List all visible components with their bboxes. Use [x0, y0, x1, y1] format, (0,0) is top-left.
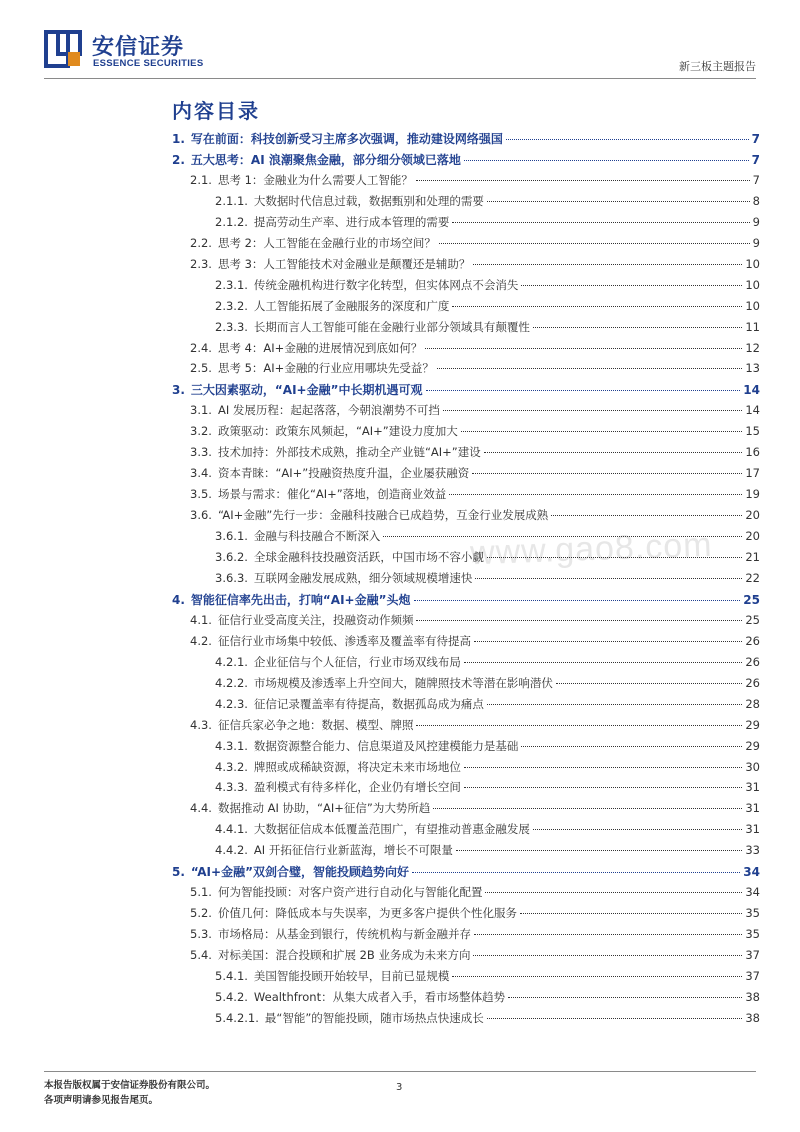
toc-entry-number: 4.3.2.	[215, 759, 248, 774]
toc-leader-dots	[416, 180, 750, 181]
toc-entry-number: 4.3.3.	[215, 780, 248, 795]
toc-leader-dots	[433, 808, 742, 809]
toc-entry-title: 人工智能拓展了金融服务的深度和广度	[253, 298, 450, 313]
toc-entry-number: 3.6.2.	[215, 550, 248, 564]
toc-entry-page: 25	[745, 612, 760, 627]
toc-entry-title: “AI+金融”双剑合璧，智能投顾趋势向好	[190, 865, 409, 880]
toc-entry[interactable]	[172, 130, 760, 150]
toc-entry-number: 5.1.	[190, 885, 212, 900]
watermark-text: www.gao8.com	[469, 525, 714, 573]
toc-entry-page: 29	[745, 738, 760, 753]
footer-copyright: 本报告版权属于安信证券股份有限公司。	[44, 1080, 216, 1091]
toc-entry-page: 34	[745, 885, 760, 900]
toc-leader-dots	[551, 515, 742, 516]
toc-entry-number: 4.3.1.	[215, 738, 248, 753]
toc-entry[interactable]	[190, 884, 760, 904]
toc-leader-dots	[416, 725, 742, 726]
toc-entry[interactable]	[215, 779, 760, 799]
toc-entry-number: 4.2.3.	[215, 696, 248, 711]
toc-entry-title: 思考 4：AI+金融的进展情况到底如何？	[217, 340, 423, 355]
toc-entry-page: 22	[745, 570, 760, 585]
toc-entry-title: 最“智能”的智能投顾，随市场热点快速成长	[264, 1010, 484, 1025]
toc-entry-title: 大数据征信成本低覆盖范围广，有望推动普惠金融发展	[253, 822, 530, 837]
toc-entry-title: 提高劳动生产率、进行成本管理的需要	[253, 214, 450, 229]
logo-english-name: ESSENCE SECURITIES	[93, 58, 204, 69]
toc-leader-dots	[426, 390, 741, 391]
toc-leader-dots	[452, 976, 742, 977]
toc-entry[interactable]	[215, 319, 760, 339]
toc-entry-page: 35	[745, 927, 760, 942]
toc-entry-title: 写在前面：科技创新受习主席多次强调，推动建设网络强国	[190, 132, 503, 146]
toc-entry-page: 34	[743, 865, 760, 880]
toc-entry-page: 17	[745, 466, 760, 481]
toc-entry-title: 思考 5：AI+金融的行业应用哪块先受益？	[217, 361, 434, 376]
toc-entry[interactable]	[172, 863, 760, 883]
toc-entry-number: 3.6.	[190, 508, 212, 523]
toc-entry-number: 3.1.	[190, 403, 212, 418]
toc-entry-title: 企业征信与个人征信，行业市场双线布局	[253, 654, 461, 669]
toc-leader-dots	[452, 222, 749, 223]
toc-entry-page: 13	[745, 361, 760, 376]
toc-entry-number: 5.3.	[190, 927, 212, 942]
toc-entry-title: 互联网金融发展成熟，细分领域规模增速快	[253, 570, 473, 585]
toc-entry-number: 4.4.1.	[215, 822, 248, 837]
toc-entry[interactable]	[215, 821, 760, 841]
toc-entry[interactable]	[190, 340, 760, 360]
toc-entry[interactable]	[215, 696, 760, 716]
toc-entry-number: 3.	[172, 383, 185, 398]
toc-leader-dots	[487, 557, 742, 558]
toc-leader-dots	[487, 1018, 743, 1019]
toc-entry-title: 思考 1：金融业为什么需要人工智能？	[217, 172, 413, 187]
toc-entry[interactable]	[215, 759, 760, 779]
toc-entry[interactable]	[172, 151, 760, 171]
toc-entry-page: 10	[745, 298, 760, 313]
toc-entry[interactable]	[215, 528, 760, 548]
toc-entry-number: 2.1.	[190, 172, 212, 187]
toc-entry-number: 5.4.2.1.	[215, 1010, 259, 1025]
toc-entry-page: 7	[751, 152, 760, 167]
toc-entry[interactable]	[190, 444, 760, 464]
toc-entry-number: 4.4.2.	[215, 843, 248, 858]
toc-entry-number: 3.6.3.	[215, 570, 248, 585]
toc-entry[interactable]	[215, 654, 760, 674]
toc-entry-page: 37	[745, 969, 760, 983]
toc-entry[interactable]	[190, 633, 760, 653]
toc-entry-number: 4.4.	[190, 801, 212, 816]
toc-entry[interactable]	[190, 717, 760, 737]
toc-entry-title: 市场规模及渗透率上升空间大，随牌照技术等潜在影响潜伏	[253, 675, 553, 690]
toc-leader-dots	[464, 160, 749, 161]
toc-leader-dots	[464, 662, 742, 663]
toc-entry-title: 数据资源整合能力、信息渠道及风控建模能力是基础	[253, 738, 519, 753]
toc-entry[interactable]	[215, 675, 760, 695]
toc-leader-dots	[474, 641, 742, 642]
toc-leader-dots	[487, 704, 742, 705]
toc-entry-title: 美国智能投顾开始较早，目前已显规模	[253, 969, 450, 983]
toc-leader-dots	[464, 767, 742, 768]
toc-entry[interactable]	[215, 214, 760, 234]
toc-entry[interactable]	[190, 256, 760, 276]
toc-leader-dots	[452, 306, 742, 307]
toc-entry-page: 30	[745, 759, 760, 774]
toc-entry-number: 5.4.	[190, 948, 212, 963]
toc-leader-dots	[383, 536, 742, 537]
toc-entry-page: 37	[745, 948, 760, 963]
toc-leader-dots	[473, 264, 742, 265]
toc-entry-page: 26	[745, 654, 760, 669]
toc-entry[interactable]	[215, 1010, 760, 1030]
toc-entry-number: 2.5.	[190, 361, 212, 376]
toc-entry[interactable]	[190, 947, 760, 967]
toc-entry-title: 价值几何：降低成本与失误率，为更多客户提供个性化服务	[217, 906, 517, 921]
toc-leader-dots	[461, 431, 743, 432]
toc-entry-page: 10	[745, 277, 760, 292]
toc-entry-title: 三大因素驱动，“AI+金融”中长期机遇可观	[190, 383, 423, 398]
toc-entry-page: 26	[745, 633, 760, 648]
toc-entry-page: 7	[752, 172, 760, 187]
toc-entry-page: 21	[745, 550, 760, 564]
toc-entry-number: 1.	[172, 132, 185, 146]
toc-leader-dots	[414, 600, 741, 601]
toc-entry-page: 9	[752, 235, 760, 250]
toc-entry-number: 2.3.3.	[215, 319, 248, 334]
toc-entry-number: 2.3.1.	[215, 277, 248, 292]
toc-entry-page: 11	[745, 319, 760, 334]
toc-entry[interactable]	[190, 612, 760, 632]
toc-entry-number: 3.5.	[190, 487, 212, 502]
toc-entry-title: “AI+金融”先行一步：金融科技融合已成趋势，互金行业发展成熟	[217, 508, 549, 523]
toc-entry-page: 25	[743, 592, 760, 607]
toc-entry-number: 4.3.	[190, 717, 212, 732]
toc-entry-page: 33	[745, 843, 760, 858]
toc-entry[interactable]	[215, 549, 760, 569]
toc-leader-dots	[521, 285, 742, 286]
toc-entry-number: 2.1.2.	[215, 214, 248, 229]
page-number: 3	[396, 1082, 403, 1093]
toc-entry-title: 大数据时代信息过载，数据甄别和处理的需要	[253, 193, 484, 208]
toc-entry-page: 10	[745, 256, 760, 271]
toc-entry[interactable]	[172, 591, 760, 611]
toc-entry[interactable]	[190, 423, 760, 443]
header-divider	[44, 78, 756, 79]
toc-entry-page: 29	[745, 717, 760, 732]
toc-entry-title: 盈利模式有待多样化，企业仍有增长空间	[253, 780, 461, 795]
toc-entry-page: 38	[745, 989, 760, 1004]
logo-chinese-name: 安信证券	[92, 35, 185, 60]
toc-entry[interactable]	[215, 842, 760, 862]
toc-entry-title: 牌照或成稀缺资源，将决定未来市场地位	[253, 759, 461, 774]
toc-entry-title: 征信行业市场集中较低、渗透率及覆盖率有待提高	[217, 633, 471, 648]
toc-entry[interactable]	[190, 402, 760, 422]
toc-entry-number: 4.2.1.	[215, 654, 248, 669]
toc-entry-page: 19	[745, 487, 760, 502]
toc-entry[interactable]	[215, 570, 760, 590]
logo-mark-icon	[44, 30, 82, 68]
toc-entry-number: 2.3.2.	[215, 298, 248, 313]
toc-entry-page: 16	[745, 445, 760, 460]
toc-entry-number: 2.4.	[190, 340, 212, 355]
toc-entry[interactable]	[190, 360, 760, 380]
toc-entry-title: 思考 2：人工智能在金融行业的市场空间？	[217, 235, 436, 250]
toc-leader-dots	[506, 139, 749, 140]
toc-entry-number: 4.2.	[190, 633, 212, 648]
toc-leader-dots	[508, 997, 742, 998]
toc-entry-page: 7	[751, 132, 760, 146]
toc-leader-dots	[487, 201, 750, 202]
toc-entry[interactable]	[190, 235, 760, 255]
toc-title: 内容目录	[172, 99, 260, 123]
toc-entry-number: 3.6.1.	[215, 529, 248, 544]
toc-entry-title: 技术加持：外部技术成熟，推动全产业链“AI+”建设	[217, 445, 481, 460]
toc-entry-page: 35	[745, 906, 760, 921]
toc-leader-dots	[416, 620, 742, 621]
toc-leader-dots	[485, 892, 742, 893]
toc-entry-title: 征信兵家必争之地：数据、模型、牌照	[217, 717, 414, 732]
toc-entry[interactable]	[190, 465, 760, 485]
toc-entry[interactable]	[190, 926, 760, 946]
toc-entry-number: 3.4.	[190, 466, 212, 481]
toc-entry-title: 何为智能投顾：对客户资产进行自动化与智能化配置	[217, 885, 483, 900]
toc-entry-title: 对标美国：混合投顾和扩展 2B 业务成为未来方向	[217, 948, 471, 963]
toc-entry-page: 9	[752, 214, 760, 229]
toc-entry-page: 31	[745, 801, 760, 816]
toc-entry-page: 38	[745, 1010, 760, 1025]
toc-entry-title: 数据推动 AI 协助，“AI+征信”为大势所趋	[217, 801, 431, 816]
toc-leader-dots	[456, 850, 743, 851]
toc-entry-number: 5.4.1.	[215, 969, 248, 983]
toc-entry[interactable]	[190, 172, 760, 192]
toc-leader-dots	[464, 787, 742, 788]
toc-entry-number: 2.1.1.	[215, 193, 248, 208]
toc-entry-number: 4.1.	[190, 612, 212, 627]
footer-divider	[44, 1071, 756, 1072]
toc-entry-number: 3.2.	[190, 424, 212, 439]
toc-entry-title: 五大思考：AI 浪潮聚焦金融，部分细分领域已落地	[190, 152, 461, 167]
report-type-label: 新三板主题报告	[679, 60, 756, 73]
toc-entry-page: 14	[745, 403, 760, 418]
toc-entry[interactable]	[215, 298, 760, 318]
toc-entry-title: 市场格局：从基金到银行，传统机构与新金融并存	[217, 927, 471, 942]
toc-entry[interactable]	[190, 800, 760, 820]
toc-entry-title: 思考 3：人工智能技术对金融业是颠覆还是辅助？	[217, 256, 471, 271]
toc-entry-page: 14	[743, 383, 760, 398]
toc-entry-number: 3.3.	[190, 445, 212, 460]
toc-entry[interactable]	[190, 486, 760, 506]
toc-entry[interactable]	[215, 277, 760, 297]
toc-entry-page: 8	[752, 193, 760, 208]
toc-entry[interactable]	[215, 193, 760, 213]
toc-entry-title: AI 开拓征信行业新蓝海，增长不可限量	[253, 843, 453, 858]
toc-leader-dots	[474, 934, 742, 935]
toc-entry-title: Wealthfront：从集大成者入手，看市场整体趋势	[253, 989, 506, 1004]
toc-leader-dots	[449, 494, 742, 495]
toc-entry-number: 2.	[172, 152, 185, 167]
toc-leader-dots	[533, 327, 742, 328]
toc-entry-number: 4.	[172, 592, 185, 607]
toc-leader-dots	[475, 578, 742, 579]
toc-entry-title: 征信记录覆盖率有待提高，数据孤岛成为痛点	[253, 696, 484, 711]
toc-leader-dots	[425, 348, 742, 349]
toc-leader-dots	[556, 683, 742, 684]
toc-leader-dots	[437, 368, 743, 369]
toc-entry[interactable]	[190, 507, 760, 527]
toc-entry-page: 20	[745, 529, 760, 544]
toc-entry-title: 全球金融科技投融资活跃，中国市场不容小觑	[253, 550, 484, 564]
toc-entry-title: 长期而言人工智能可能在金融行业部分领域具有颠覆性	[253, 319, 530, 334]
toc-entry-title: AI 发展历程：起起落落，今朝浪潮势不可挡	[217, 403, 440, 418]
toc-leader-dots	[472, 473, 742, 474]
toc-entry-title: 智能征信率先出击，打响“AI+金融”头炮	[190, 592, 411, 607]
company-logo	[44, 30, 214, 72]
toc-entry-number: 2.2.	[190, 235, 212, 250]
toc-entry-number: 4.2.2.	[215, 675, 248, 690]
toc-entry-number: 2.3.	[190, 256, 212, 271]
toc-leader-dots	[521, 746, 742, 747]
toc-leader-dots	[520, 913, 742, 914]
toc-entry-title: 场景与需求：催化“AI+”落地，创造商业效益	[217, 487, 447, 502]
toc-entry-number: 5.	[172, 865, 185, 880]
toc-leader-dots	[439, 243, 750, 244]
footer-disclaimer	[44, 1078, 215, 1108]
toc-entry[interactable]	[215, 968, 760, 988]
toc-entry-page: 20	[745, 508, 760, 523]
page-header	[0, 0, 800, 80]
toc-entry-page: 31	[745, 822, 760, 837]
toc-entry-page: 12	[745, 340, 760, 355]
toc-leader-dots	[484, 452, 743, 453]
toc-entry-number: 5.4.2.	[215, 989, 248, 1004]
toc-leader-dots	[412, 872, 740, 873]
toc-entry-title: 资本青睐：“AI+”投融资热度升温，企业屡获融资	[217, 466, 470, 481]
toc-entry-title: 金融与科技融合不断深入	[253, 529, 381, 544]
toc-entry-number: 5.2.	[190, 906, 212, 921]
footer-statement-note: 各项声明请参见报告尾页。	[44, 1095, 159, 1106]
toc-entry-page: 28	[745, 696, 760, 711]
toc-entry[interactable]	[215, 738, 760, 758]
toc-entry-title: 征信行业受高度关注，投融资动作频频	[217, 612, 414, 627]
toc-leader-dots	[443, 410, 742, 411]
toc-entry[interactable]	[172, 381, 760, 401]
toc-leader-dots	[473, 955, 742, 956]
toc-entry-page: 26	[745, 675, 760, 690]
toc-entry[interactable]	[190, 905, 760, 925]
toc-entry-title: 传统金融机构进行数字化转型，但实体网点不会消失	[253, 277, 519, 292]
toc-entry[interactable]	[215, 989, 760, 1009]
toc-entry-page: 31	[745, 780, 760, 795]
toc-entry-page: 15	[745, 424, 760, 439]
toc-entry-title: 政策驱动：政策东风频起，“AI+”建设力度加大	[217, 424, 458, 439]
toc-leader-dots	[533, 829, 742, 830]
